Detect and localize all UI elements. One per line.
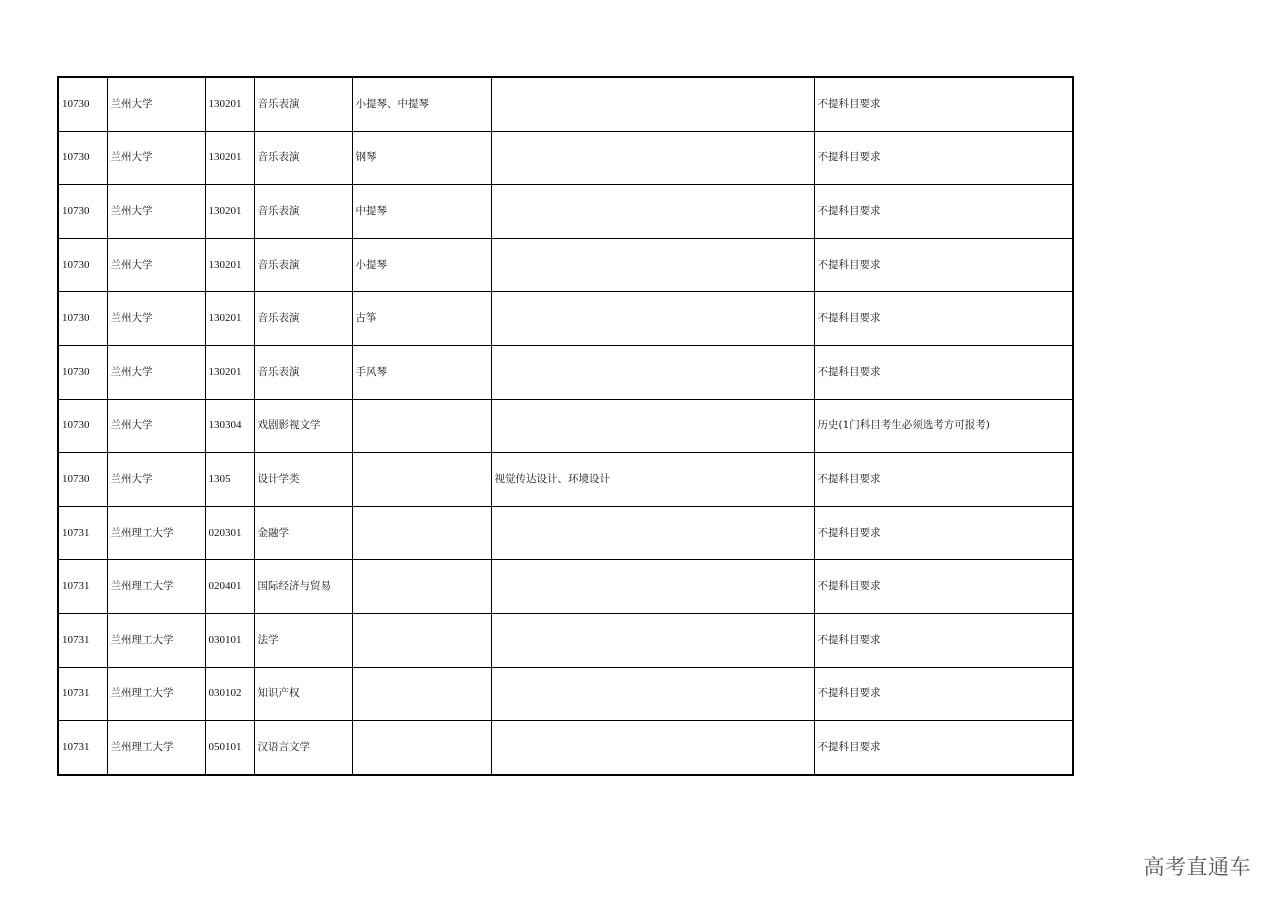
table-row — [58, 506, 1073, 560]
school-code-cell: 10730 — [58, 453, 107, 507]
school-name-cell: 兰州大学 — [107, 399, 205, 453]
direction-cell — [352, 506, 491, 560]
included-majors-cell — [491, 238, 814, 292]
table-row — [58, 185, 1073, 239]
major-code-cell: 130201 — [205, 77, 254, 131]
school-name-cell: 兰州理工大学 — [107, 667, 205, 721]
school-code-cell: 10731 — [58, 506, 107, 560]
included-majors-cell — [491, 399, 814, 453]
included-majors-cell — [491, 185, 814, 239]
subject-requirement-cell: 不提科目要求 — [814, 345, 1073, 399]
table-row — [58, 292, 1073, 346]
direction-cell — [352, 613, 491, 667]
major-name-cell: 戏剧影视文学 — [254, 399, 352, 453]
subject-requirement-cell: 不提科目要求 — [814, 667, 1073, 721]
major-code-cell: 130201 — [205, 345, 254, 399]
school-name-cell: 兰州大学 — [107, 292, 205, 346]
school-name-cell: 兰州理工大学 — [107, 613, 205, 667]
major-name-cell: 音乐表演 — [254, 238, 352, 292]
included-majors-cell — [491, 560, 814, 614]
major-code-cell: 030101 — [205, 613, 254, 667]
school-code-cell: 10730 — [58, 345, 107, 399]
subject-requirement-cell: 不提科目要求 — [814, 721, 1073, 775]
table-row — [58, 453, 1073, 507]
watermark-text: 高考直通车 — [1143, 855, 1251, 879]
table-row — [58, 721, 1073, 775]
included-majors-cell — [491, 613, 814, 667]
school-name-cell: 兰州大学 — [107, 238, 205, 292]
direction-cell: 小提琴 — [352, 238, 491, 292]
major-code-cell: 130201 — [205, 292, 254, 346]
major-name-cell: 音乐表演 — [254, 345, 352, 399]
direction-cell — [352, 560, 491, 614]
subject-requirement-cell: 不提科目要求 — [814, 131, 1073, 185]
subject-requirement-cell: 不提科目要求 — [814, 453, 1073, 507]
table-row — [58, 399, 1073, 453]
major-name-cell: 音乐表演 — [254, 292, 352, 346]
table-row — [58, 613, 1073, 667]
direction-cell — [352, 399, 491, 453]
school-code-cell: 10731 — [58, 560, 107, 614]
major-code-cell: 130201 — [205, 238, 254, 292]
major-code-cell: 130201 — [205, 185, 254, 239]
school-name-cell: 兰州大学 — [107, 77, 205, 131]
school-name-cell: 兰州理工大学 — [107, 560, 205, 614]
included-majors-cell — [491, 721, 814, 775]
table-row — [58, 131, 1073, 185]
subject-requirement-cell: 不提科目要求 — [814, 77, 1073, 131]
direction-cell — [352, 667, 491, 721]
table-row — [58, 77, 1073, 131]
major-name-cell: 音乐表演 — [254, 185, 352, 239]
subject-requirement-cell: 不提科目要求 — [814, 613, 1073, 667]
school-code-cell: 10731 — [58, 613, 107, 667]
included-majors-cell — [491, 77, 814, 131]
direction-cell: 钢琴 — [352, 131, 491, 185]
major-name-cell: 金融学 — [254, 506, 352, 560]
major-code-cell: 030102 — [205, 667, 254, 721]
subject-requirement-cell: 不提科目要求 — [814, 560, 1073, 614]
school-name-cell: 兰州理工大学 — [107, 506, 205, 560]
table-row — [58, 560, 1073, 614]
major-code-cell: 020301 — [205, 506, 254, 560]
included-majors-cell — [491, 345, 814, 399]
school-code-cell: 10730 — [58, 238, 107, 292]
subject-requirement-cell: 不提科目要求 — [814, 238, 1073, 292]
school-code-cell: 10731 — [58, 721, 107, 775]
included-majors-cell — [491, 667, 814, 721]
subject-requirement-cell: 不提科目要求 — [814, 506, 1073, 560]
table-body — [58, 77, 1073, 775]
subject-requirement-cell: 历史(1门科目考生必须选考方可报考) — [814, 399, 1073, 453]
school-code-cell: 10730 — [58, 77, 107, 131]
subject-requirement-cell: 不提科目要求 — [814, 185, 1073, 239]
direction-cell — [352, 721, 491, 775]
table-row — [58, 238, 1073, 292]
table-row — [58, 345, 1073, 399]
major-code-cell: 130201 — [205, 131, 254, 185]
school-name-cell: 兰州大学 — [107, 453, 205, 507]
subject-requirement-cell: 不提科目要求 — [814, 292, 1073, 346]
direction-cell — [352, 453, 491, 507]
major-code-cell: 130304 — [205, 399, 254, 453]
included-majors-cell: 视觉传达设计、环境设计 — [491, 453, 814, 507]
enrollment-table — [57, 76, 1074, 776]
school-name-cell: 兰州大学 — [107, 131, 205, 185]
school-name-cell: 兰州大学 — [107, 345, 205, 399]
major-code-cell: 1305 — [205, 453, 254, 507]
table-row — [58, 667, 1073, 721]
direction-cell: 手风琴 — [352, 345, 491, 399]
major-name-cell: 国际经济与贸易 — [254, 560, 352, 614]
major-name-cell: 设计学类 — [254, 453, 352, 507]
major-code-cell: 050101 — [205, 721, 254, 775]
school-code-cell: 10730 — [58, 185, 107, 239]
major-name-cell: 法学 — [254, 613, 352, 667]
school-code-cell: 10730 — [58, 292, 107, 346]
major-code-cell: 020401 — [205, 560, 254, 614]
major-name-cell: 汉语言文学 — [254, 721, 352, 775]
school-code-cell: 10730 — [58, 399, 107, 453]
direction-cell: 中提琴 — [352, 185, 491, 239]
school-code-cell: 10731 — [58, 667, 107, 721]
direction-cell: 小提琴、中提琴 — [352, 77, 491, 131]
included-majors-cell — [491, 131, 814, 185]
major-name-cell: 知识产权 — [254, 667, 352, 721]
school-code-cell: 10730 — [58, 131, 107, 185]
major-name-cell: 音乐表演 — [254, 77, 352, 131]
school-name-cell: 兰州理工大学 — [107, 721, 205, 775]
included-majors-cell — [491, 506, 814, 560]
major-name-cell: 音乐表演 — [254, 131, 352, 185]
included-majors-cell — [491, 292, 814, 346]
school-name-cell: 兰州大学 — [107, 185, 205, 239]
direction-cell: 古筝 — [352, 292, 491, 346]
